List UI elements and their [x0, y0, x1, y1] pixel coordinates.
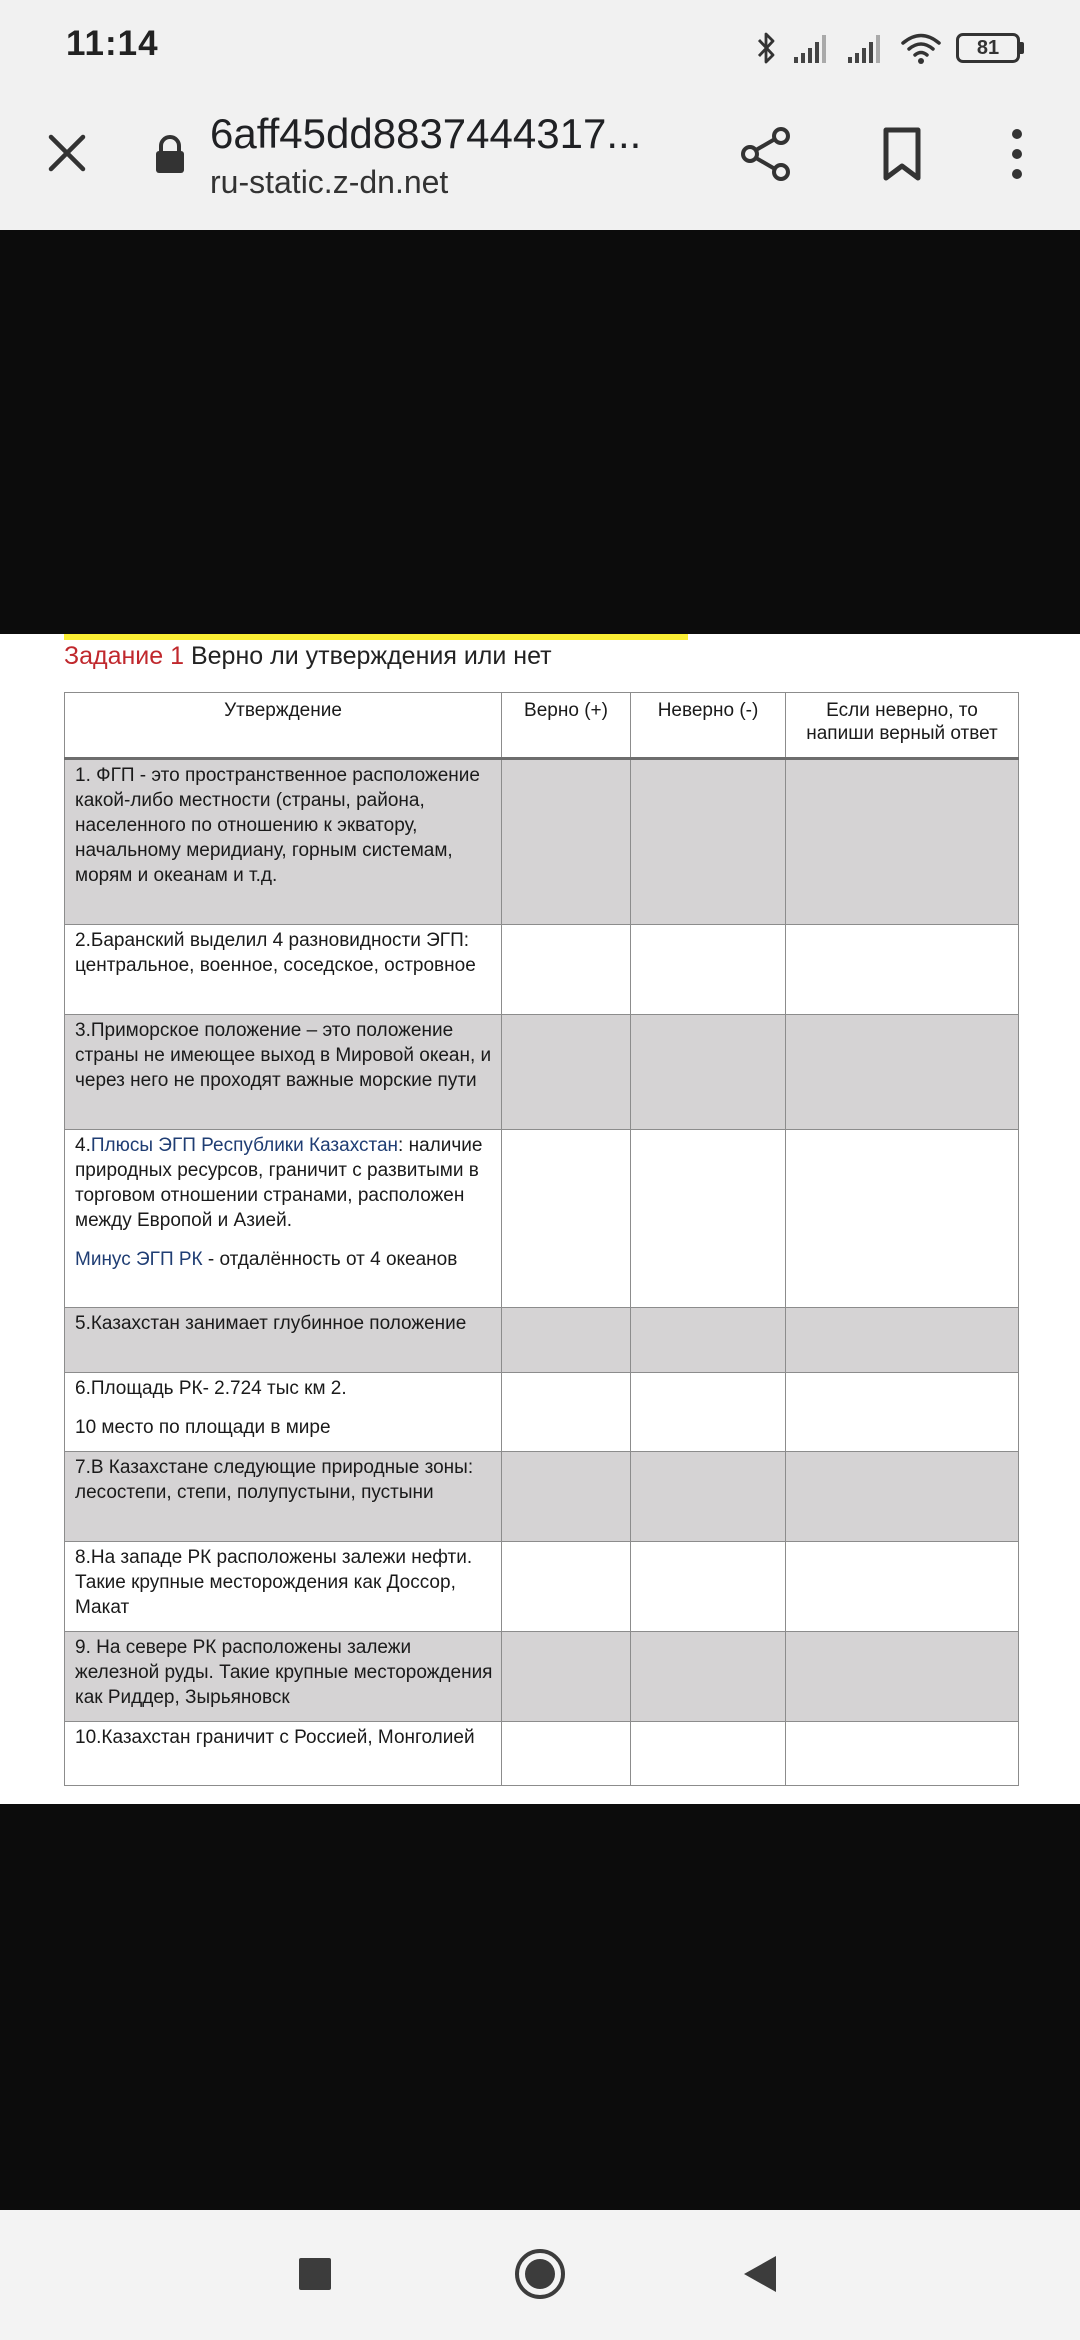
signal-icon	[792, 31, 832, 65]
status-time: 11:14	[66, 24, 159, 63]
answer-cell	[786, 759, 1019, 925]
home-icon[interactable]	[513, 2247, 567, 2301]
statement-prefix: 4.	[75, 1135, 91, 1156]
header-true: Верно (+)	[502, 693, 631, 759]
statement-text: : наличие природных ресурсов, граничит с развитыми в торговом отношении странами, расположен между Европой и Азией.	[75, 1135, 483, 1231]
status-icons	[756, 28, 1024, 68]
answer-cell	[786, 1542, 1019, 1632]
statement-cell	[65, 1373, 502, 1452]
back-icon[interactable]	[740, 2252, 780, 2296]
statement-cell	[65, 1130, 502, 1308]
close-button[interactable]	[38, 124, 96, 182]
header-correct-answer: Если неверно, то напиши верный ответ	[786, 693, 1019, 759]
bluetooth-icon	[756, 31, 778, 65]
status-bar	[0, 0, 1080, 96]
false-cell	[631, 1130, 786, 1308]
statements-table	[64, 692, 1019, 1786]
table-row	[65, 1722, 1019, 1786]
bookmark-icon[interactable]	[874, 126, 930, 182]
true-cell	[502, 1015, 631, 1130]
answer-cell	[786, 925, 1019, 1015]
false-cell	[631, 1542, 786, 1632]
true-cell	[502, 1373, 631, 1452]
answer-cell	[786, 1722, 1019, 1786]
table-row	[65, 759, 1019, 925]
navigation-bar	[0, 2210, 1080, 2340]
statement-cell: 9. На севере РК расположены залежи железной руды. Такие крупные месторождения как Риддер, Зырьяновск	[65, 1632, 502, 1722]
recents-icon[interactable]	[299, 2258, 331, 2290]
more-vert-icon[interactable]	[1000, 126, 1034, 182]
true-cell	[502, 1452, 631, 1542]
false-cell	[631, 1308, 786, 1373]
false-cell	[631, 1452, 786, 1542]
answer-cell	[786, 1373, 1019, 1452]
table-row	[65, 1373, 1019, 1452]
battery-icon	[956, 33, 1024, 63]
statement-cell: 3.Приморское положение – это положение страны не имеющее выход в Мировой океан, и через него не проходят важные морские пути	[65, 1015, 502, 1130]
false-cell	[631, 1632, 786, 1722]
true-cell	[502, 1130, 631, 1308]
statement-cell: 8.На западе РК расположены залежи нефти. Такие крупные месторождения как Доссор, Макат	[65, 1542, 502, 1632]
statement-cell: 10.Казахстан граничит с Россией, Монголией	[65, 1722, 502, 1786]
close-icon	[47, 133, 87, 173]
statement-cell: 2.Баранский выделил 4 разновидности ЭГП: центральное, военное, соседское, островное	[65, 925, 502, 1015]
table-row	[65, 925, 1019, 1015]
answer-cell	[786, 1015, 1019, 1130]
answer-cell	[786, 1452, 1019, 1542]
answer-cell	[786, 1632, 1019, 1722]
table-row	[65, 1015, 1019, 1130]
page-title[interactable]: 6aff45dd8837444317...	[210, 110, 642, 157]
signal-icon	[846, 31, 886, 65]
highlight-strip	[64, 634, 688, 640]
statement-text: - отдалённость от 4 океанов	[202, 1249, 458, 1270]
browser-toolbar	[0, 96, 1080, 230]
false-cell	[631, 1015, 786, 1130]
statement-cell: 1. ФГП - это пространственное расположение какой-либо местности (страны, района, населенного по отношению к экватору, начальному меридиану, горным системам, морям и океанам и т.д.	[65, 759, 502, 925]
share-icon[interactable]	[738, 126, 794, 182]
statement-cell: 5.Казахстан занимает глубинное положение	[65, 1308, 502, 1373]
true-cell	[502, 1722, 631, 1786]
false-cell	[631, 1373, 786, 1452]
table-header-row	[65, 693, 1019, 759]
statement-highlight: Плюсы ЭГП Республики Казахстан	[90, 1135, 399, 1156]
table-row	[65, 1130, 1019, 1308]
document-image	[0, 634, 1080, 1804]
task-heading	[64, 642, 552, 671]
statement-text: 6.Площадь РК- 2.724 тыс км 2.	[75, 1378, 347, 1399]
statement-text: 10 место по площади в мире	[75, 1417, 331, 1438]
table-row	[65, 1452, 1019, 1542]
header-false: Неверно (-)	[631, 693, 786, 759]
page-domain[interactable]: ru-static.z-dn.net	[210, 164, 449, 200]
table-row	[65, 1632, 1019, 1722]
lock-icon	[150, 134, 190, 174]
false-cell	[631, 1722, 786, 1786]
true-cell	[502, 925, 631, 1015]
false-cell	[631, 759, 786, 925]
true-cell	[502, 1308, 631, 1373]
wifi-icon	[900, 31, 942, 65]
header-statement: Утверждение	[65, 693, 502, 759]
task-label: Задание 1	[64, 642, 185, 670]
true-cell	[502, 1632, 631, 1722]
table-row	[65, 1542, 1019, 1632]
true-cell	[502, 1542, 631, 1632]
statement-highlight: Минус ЭГП РК	[75, 1249, 203, 1270]
table-row	[65, 1308, 1019, 1373]
battery-level: 81	[956, 33, 1020, 63]
answer-cell	[786, 1308, 1019, 1373]
true-cell	[502, 759, 631, 925]
answer-cell	[786, 1130, 1019, 1308]
statement-cell: 7.В Казахстане следующие природные зоны: лесостепи, степи, полупустыни, пустыни	[65, 1452, 502, 1542]
false-cell	[631, 925, 786, 1015]
task-text: Верно ли утверждения или нет	[184, 642, 552, 670]
